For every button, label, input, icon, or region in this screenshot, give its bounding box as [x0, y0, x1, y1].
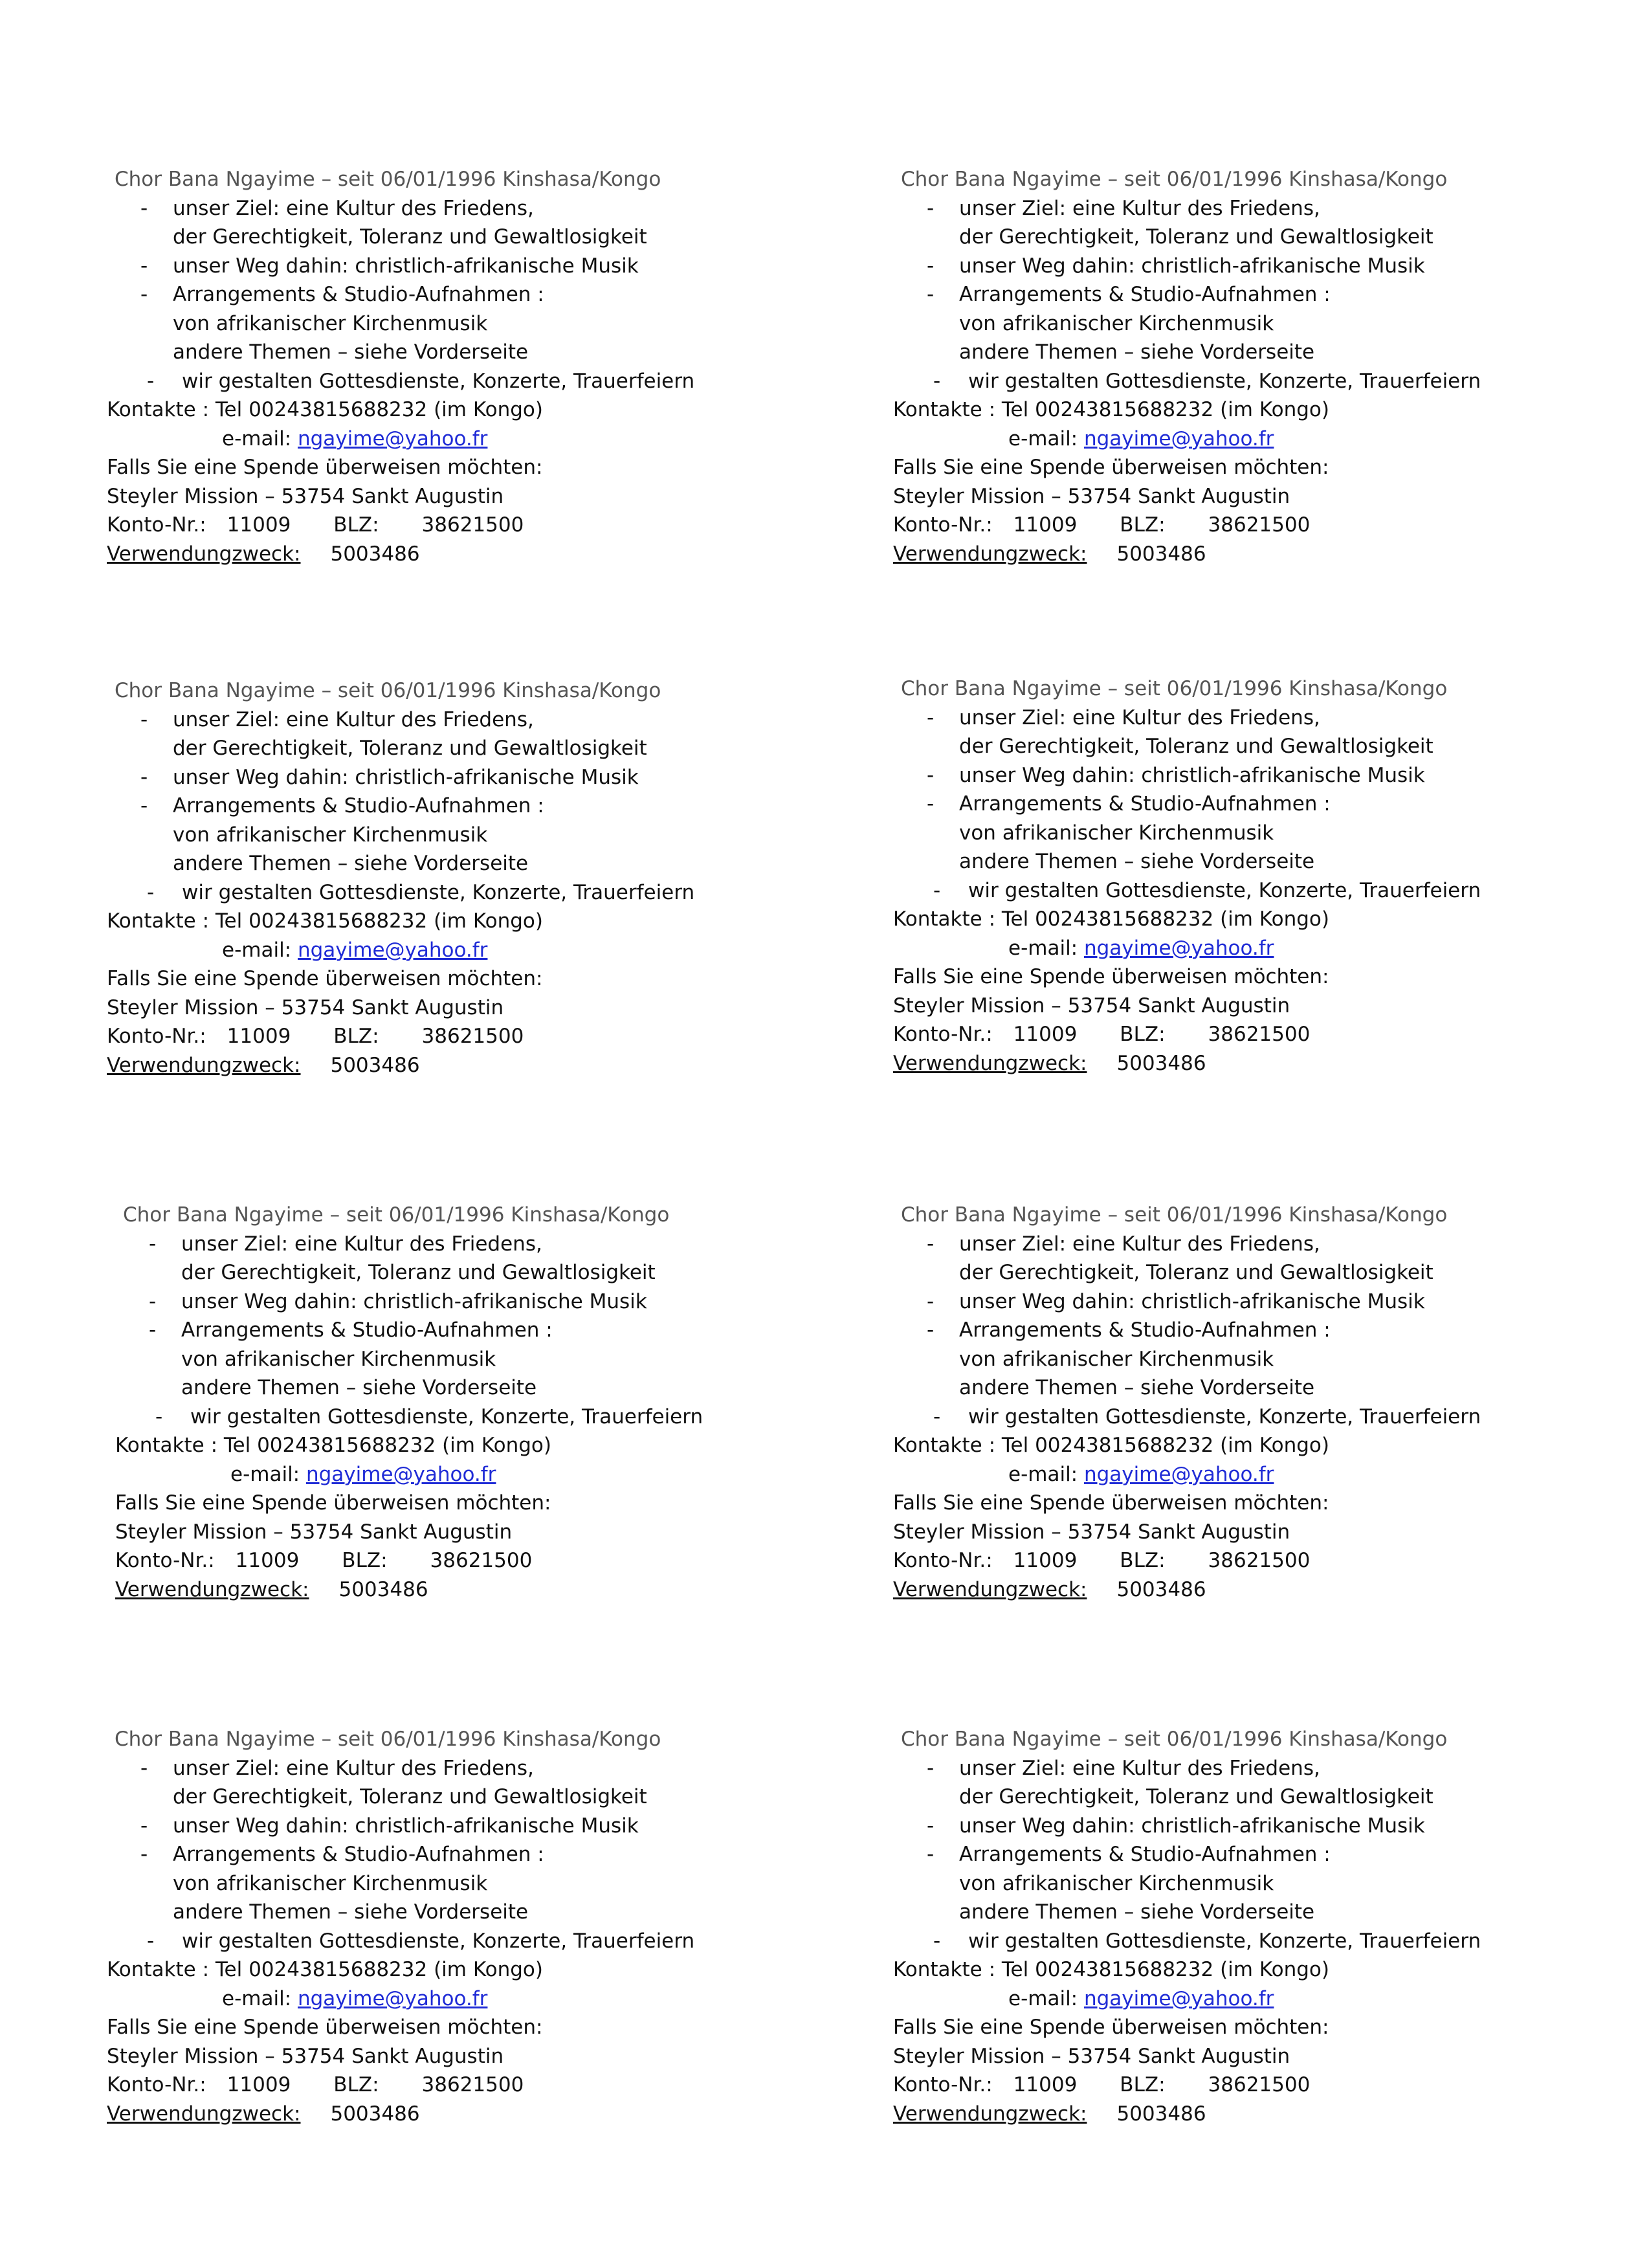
services-text: wir gestalten Gottesdienste, Konzerte, Trauerfeiern — [182, 880, 695, 904]
goal-text-1: unser Ziel: eine Kultur des Friedens, — [173, 1756, 534, 1780]
arrangements-text-3: andere Themen – siehe Vorderseite — [173, 852, 529, 875]
email-link[interactable]: ngayime@yahoo.fr — [1083, 936, 1274, 960]
email-link[interactable]: ngayime@yahoo.fr — [297, 938, 488, 962]
choir-title: Chor Bana Ngayime – seit 06/01/1996 Kinshasa/Kongo — [115, 679, 661, 702]
bullet-dash: - — [140, 196, 148, 220]
services-bullet — [893, 1403, 1540, 1432]
email-link[interactable]: ngayime@yahoo.fr — [297, 1986, 488, 2010]
bullet-dash: - — [927, 283, 935, 306]
blz-label: BLZ: — [1120, 513, 1166, 537]
arrangements-text-2: von afrikanischer Kirchenmusik — [959, 1347, 1274, 1371]
way-text: unser Weg dahin: christlich-afrikanische Musik — [959, 1814, 1425, 1838]
account-label: Konto-Nr.: — [107, 2073, 206, 2096]
blz-label: BLZ: — [1120, 1549, 1166, 1572]
goal-text-2: der Gerechtigkeit, Toleranz und Gewaltlosigkeit — [173, 225, 647, 249]
way-text: unser Weg dahin: christlich-afrikanische Musik — [959, 254, 1425, 278]
bullet-dash: - — [927, 254, 935, 278]
services-bullet — [893, 876, 1540, 906]
purpose-row — [893, 2100, 1540, 2129]
bullet-dash: - — [140, 283, 148, 306]
account-number: 11009 — [227, 513, 291, 537]
contact-phone: Kontakte : Tel 00243815688232 (im Kongo) — [107, 398, 543, 421]
arrangements-text-2: von afrikanischer Kirchenmusik — [173, 823, 488, 847]
account-row — [115, 1546, 762, 1575]
choir-title: Chor Bana Ngayime – seit 06/01/1996 Kinshasa/Kongo — [115, 168, 661, 191]
arrangements-text-3: andere Themen – siehe Vorderseite — [959, 1900, 1315, 1924]
account-row — [107, 511, 754, 540]
account-number: 11009 — [1013, 1023, 1078, 1046]
services-bullet — [115, 1403, 762, 1432]
choir-title: Chor Bana Ngayime – seit 06/01/1996 Kinshasa/Kongo — [115, 1728, 661, 1751]
donation-text: Falls Sie eine Spende überweisen möchten: — [893, 456, 1329, 479]
donation-text: Falls Sie eine Spende überweisen möchten: — [893, 1491, 1329, 1515]
contact-email-row — [893, 934, 1540, 963]
arrangements-text-2: von afrikanischer Kirchenmusik — [173, 1871, 488, 1895]
account-number: 11009 — [235, 1549, 300, 1572]
goal-text-2: der Gerechtigkeit, Toleranz und Gewaltlosigkeit — [181, 1261, 656, 1284]
bank-name: Steyler Mission – 53754 Sankt Augustin — [115, 1520, 513, 1544]
goal-text-1: unser Ziel: eine Kultur des Friedens, — [959, 706, 1320, 729]
arrangements-text-2: von afrikanischer Kirchenmusik — [959, 821, 1274, 845]
account-row — [893, 2071, 1540, 2100]
arrangements-text-2: von afrikanischer Kirchenmusik — [173, 311, 488, 335]
goal-text-1: unser Ziel: eine Kultur des Friedens, — [959, 1232, 1320, 1256]
account-number: 11009 — [1013, 1549, 1078, 1572]
arrangements-text-3: andere Themen – siehe Vorderseite — [959, 850, 1315, 873]
bullet-dash: - — [927, 1289, 935, 1313]
account-label: Konto-Nr.: — [115, 1549, 215, 1572]
contact-phone: Kontakte : Tel 00243815688232 (im Kongo) — [107, 909, 543, 933]
arrangements-text-1: Arrangements & Studio-Aufnahmen : — [173, 1843, 544, 1866]
goal-bullet — [115, 1230, 762, 1259]
arrangements-bullet — [107, 1840, 754, 1869]
email-label: e-mail: — [1008, 427, 1078, 450]
goal-text-2: der Gerechtigkeit, Toleranz und Gewaltlosigkeit — [173, 1785, 647, 1808]
goal-bullet — [107, 194, 754, 223]
bullet-dash: - — [933, 878, 941, 902]
arrangements-text-3: andere Themen – siehe Vorderseite — [959, 340, 1315, 364]
bullet-dash: - — [140, 1843, 148, 1866]
goal-text-1: unser Ziel: eine Kultur des Friedens, — [959, 196, 1320, 220]
email-label: e-mail: — [222, 427, 292, 450]
purpose-number: 5003486 — [1116, 1051, 1206, 1075]
blz-number: 38621500 — [421, 1025, 524, 1048]
way-text: unser Weg dahin: christlich-afrikanische Musik — [181, 1289, 647, 1313]
account-label: Konto-Nr.: — [893, 1549, 993, 1572]
contact-email-row — [107, 425, 754, 454]
purpose-label: Verwendungzweck: — [893, 2102, 1087, 2126]
bank-name: Steyler Mission – 53754 Sankt Augustin — [893, 484, 1290, 508]
services-text: wir gestalten Gottesdienste, Konzerte, Trauerfeiern — [968, 1405, 1481, 1429]
account-row — [107, 2071, 754, 2100]
contact-phone: Kontakte : Tel 00243815688232 (im Kongo) — [893, 1434, 1329, 1457]
goal-text-1: unser Ziel: eine Kultur des Friedens, — [959, 1756, 1320, 1780]
donation-text: Falls Sie eine Spende überweisen möchten: — [893, 965, 1329, 988]
donation-text: Falls Sie eine Spende überweisen möchten: — [115, 1491, 551, 1515]
account-row — [893, 511, 1540, 540]
donation-card-7 — [107, 1725, 754, 2128]
purpose-label: Verwendungzweck: — [107, 2102, 301, 2126]
way-text: unser Weg dahin: christlich-afrikanische Musik — [173, 1814, 639, 1838]
bullet-dash: - — [927, 1814, 935, 1838]
donation-text: Falls Sie eine Spende überweisen möchten: — [107, 456, 543, 479]
arrangements-bullet — [893, 1840, 1540, 1869]
donation-card-3 — [107, 676, 754, 1080]
choir-title: Chor Bana Ngayime – seit 06/01/1996 Kinshasa/Kongo — [901, 1203, 1448, 1227]
purpose-number: 5003486 — [1116, 2102, 1206, 2126]
way-text: unser Weg dahin: christlich-afrikanische Musik — [959, 763, 1425, 787]
email-label: e-mail: — [1008, 936, 1078, 960]
email-label: e-mail: — [222, 938, 292, 962]
email-link[interactable]: ngayime@yahoo.fr — [1083, 1986, 1274, 2010]
goal-text-2: der Gerechtigkeit, Toleranz und Gewaltlosigkeit — [959, 1785, 1433, 1808]
arrangements-text-1: Arrangements & Studio-Aufnahmen : — [173, 283, 544, 306]
services-text: wir gestalten Gottesdienste, Konzerte, Trauerfeiern — [182, 369, 695, 393]
way-bullet — [893, 252, 1540, 281]
way-bullet — [115, 1287, 762, 1317]
bullet-dash: - — [149, 1289, 157, 1313]
contact-phone: Kontakte : Tel 00243815688232 (im Kongo) — [893, 1958, 1329, 1981]
way-bullet — [107, 1812, 754, 1841]
donation-text: Falls Sie eine Spende überweisen möchten: — [107, 2016, 543, 2039]
purpose-number: 5003486 — [330, 2102, 420, 2126]
blz-number: 38621500 — [421, 2073, 524, 2096]
purpose-label: Verwendungzweck: — [107, 1053, 301, 1077]
contact-email-row — [893, 1460, 1540, 1489]
arrangements-text-2: von afrikanischer Kirchenmusik — [959, 311, 1274, 335]
donation-text: Falls Sie eine Spende überweisen möchten: — [107, 967, 543, 990]
blz-number: 38621500 — [1208, 1549, 1311, 1572]
bullet-dash: - — [927, 1843, 935, 1866]
goal-text-1: unser Ziel: eine Kultur des Friedens, — [173, 707, 534, 731]
contact-email-row — [115, 1460, 762, 1489]
blz-label: BLZ: — [342, 1549, 388, 1572]
purpose-row — [107, 540, 754, 569]
arrangements-bullet — [893, 1316, 1540, 1345]
donation-card-2 — [893, 165, 1540, 568]
way-bullet — [893, 1287, 1540, 1317]
purpose-number: 5003486 — [1116, 542, 1206, 566]
purpose-number: 5003486 — [1116, 1577, 1206, 1601]
contact-email-row — [893, 425, 1540, 454]
arrangements-text-1: Arrangements & Studio-Aufnahmen : — [181, 1318, 553, 1342]
goal-text-1: unser Ziel: eine Kultur des Friedens, — [173, 196, 534, 220]
blz-number: 38621500 — [1208, 513, 1311, 537]
bullet-dash: - — [147, 1929, 155, 1953]
bullet-dash: - — [147, 880, 155, 904]
goal-text-2: der Gerechtigkeit, Toleranz und Gewaltlosigkeit — [173, 737, 647, 760]
account-number: 11009 — [227, 1025, 291, 1048]
services-bullet — [107, 878, 754, 907]
bullet-dash: - — [155, 1405, 163, 1429]
bank-name: Steyler Mission – 53754 Sankt Augustin — [893, 2044, 1290, 2068]
services-text: wir gestalten Gottesdienste, Konzerte, Trauerfeiern — [182, 1929, 695, 1953]
services-text: wir gestalten Gottesdienste, Konzerte, Trauerfeiern — [968, 1929, 1481, 1953]
contact-email-row — [107, 1984, 754, 2014]
account-label: Konto-Nr.: — [107, 1025, 206, 1048]
way-text: unser Weg dahin: christlich-afrikanische Musik — [959, 1289, 1425, 1313]
services-text: wir gestalten Gottesdienste, Konzerte, Trauerfeiern — [190, 1405, 703, 1429]
account-number: 11009 — [1013, 513, 1078, 537]
arrangements-text-3: andere Themen – siehe Vorderseite — [173, 340, 529, 364]
choir-title: Chor Bana Ngayime – seit 06/01/1996 Kinshasa/Kongo — [901, 677, 1448, 700]
account-label: Konto-Nr.: — [893, 1023, 993, 1046]
services-text: wir gestalten Gottesdienste, Konzerte, Trauerfeiern — [968, 878, 1481, 902]
email-label: e-mail: — [1008, 1462, 1078, 1486]
way-text: unser Weg dahin: christlich-afrikanische Musik — [173, 254, 639, 278]
services-bullet — [893, 367, 1540, 396]
contact-phone: Kontakte : Tel 00243815688232 (im Kongo) — [115, 1434, 551, 1457]
services-text: wir gestalten Gottesdienste, Konzerte, Trauerfeiern — [968, 369, 1481, 393]
way-bullet — [893, 761, 1540, 790]
bullet-dash: - — [927, 1318, 935, 1342]
email-link[interactable]: ngayime@yahoo.fr — [297, 427, 488, 450]
arrangements-text-3: andere Themen – siehe Vorderseite — [959, 1376, 1315, 1399]
email-link[interactable]: ngayime@yahoo.fr — [1083, 1462, 1274, 1486]
purpose-row — [893, 1575, 1540, 1605]
goal-bullet — [893, 194, 1540, 223]
purpose-label: Verwendungzweck: — [893, 1051, 1087, 1075]
contact-phone: Kontakte : Tel 00243815688232 (im Kongo) — [107, 1958, 543, 1981]
choir-title: Chor Bana Ngayime – seit 06/01/1996 Kinshasa/Kongo — [123, 1203, 670, 1227]
arrangements-bullet — [115, 1316, 762, 1345]
contact-email-row — [107, 936, 754, 965]
bank-name: Steyler Mission – 53754 Sankt Augustin — [107, 995, 504, 1019]
account-number: 11009 — [1013, 2073, 1078, 2096]
bullet-dash: - — [927, 792, 935, 816]
goal-text-2: der Gerechtigkeit, Toleranz und Gewaltlosigkeit — [959, 735, 1433, 758]
purpose-number: 5003486 — [338, 1577, 428, 1601]
goal-bullet — [893, 1754, 1540, 1783]
arrangements-bullet — [893, 280, 1540, 309]
purpose-row — [893, 540, 1540, 569]
arrangements-text-1: Arrangements & Studio-Aufnahmen : — [959, 792, 1331, 816]
goal-bullet — [107, 706, 754, 735]
email-link[interactable]: ngayime@yahoo.fr — [305, 1462, 496, 1486]
bullet-dash: - — [933, 1405, 941, 1429]
account-row — [893, 1546, 1540, 1575]
way-bullet — [107, 763, 754, 792]
donation-text: Falls Sie eine Spende überweisen möchten: — [893, 2016, 1329, 2039]
bullet-dash: - — [140, 254, 148, 278]
choir-title: Chor Bana Ngayime – seit 06/01/1996 Kinshasa/Kongo — [901, 1728, 1448, 1751]
bullet-dash: - — [147, 369, 155, 393]
purpose-row — [107, 2100, 754, 2129]
way-bullet — [893, 1812, 1540, 1841]
way-text: unser Weg dahin: christlich-afrikanische Musik — [173, 765, 639, 789]
purpose-number: 5003486 — [330, 542, 420, 566]
arrangements-bullet — [107, 280, 754, 309]
arrangements-text-3: andere Themen – siehe Vorderseite — [173, 1900, 529, 1924]
account-label: Konto-Nr.: — [893, 513, 993, 537]
arrangements-text-3: andere Themen – siehe Vorderseite — [181, 1376, 537, 1399]
bullet-dash: - — [933, 369, 941, 393]
choir-title: Chor Bana Ngayime – seit 06/01/1996 Kinshasa/Kongo — [901, 168, 1448, 191]
account-label: Konto-Nr.: — [893, 2073, 993, 2096]
bullet-dash: - — [149, 1232, 157, 1256]
contact-email-row — [893, 1984, 1540, 2014]
blz-label: BLZ: — [1120, 2073, 1166, 2096]
email-label: e-mail: — [230, 1462, 300, 1486]
arrangements-text-2: von afrikanischer Kirchenmusik — [181, 1347, 496, 1371]
bullet-dash: - — [927, 1232, 935, 1256]
blz-label: BLZ: — [333, 2073, 379, 2096]
goal-text-2: der Gerechtigkeit, Toleranz und Gewaltlosigkeit — [959, 225, 1433, 249]
goal-bullet — [107, 1754, 754, 1783]
bank-name: Steyler Mission – 53754 Sankt Augustin — [893, 994, 1290, 1017]
blz-label: BLZ: — [333, 1025, 379, 1048]
bullet-dash: - — [927, 706, 935, 729]
bullet-dash: - — [927, 196, 935, 220]
account-row — [107, 1022, 754, 1051]
services-bullet — [107, 367, 754, 396]
purpose-number: 5003486 — [330, 1053, 420, 1077]
arrangements-text-1: Arrangements & Studio-Aufnahmen : — [959, 1318, 1331, 1342]
bullet-dash: - — [927, 1756, 935, 1780]
arrangements-bullet — [893, 790, 1540, 819]
bullet-dash: - — [149, 1318, 157, 1342]
bullet-dash: - — [927, 763, 935, 787]
arrangements-text-1: Arrangements & Studio-Aufnahmen : — [959, 283, 1331, 306]
arrangements-text-1: Arrangements & Studio-Aufnahmen : — [959, 1843, 1331, 1866]
donation-card-4 — [893, 674, 1540, 1078]
bullet-dash: - — [933, 1929, 941, 1953]
blz-label: BLZ: — [1120, 1023, 1166, 1046]
goal-bullet — [893, 1230, 1540, 1259]
email-label: e-mail: — [222, 1986, 292, 2010]
bullet-dash: - — [140, 765, 148, 789]
email-link[interactable]: ngayime@yahoo.fr — [1083, 427, 1274, 450]
donation-card-8 — [893, 1725, 1540, 2128]
bank-name: Steyler Mission – 53754 Sankt Augustin — [893, 1520, 1290, 1544]
arrangements-text-1: Arrangements & Studio-Aufnahmen : — [173, 794, 544, 817]
bullet-dash: - — [140, 1756, 148, 1780]
purpose-row — [107, 1051, 754, 1080]
purpose-row — [115, 1575, 762, 1605]
donation-card-1 — [107, 165, 754, 568]
arrangements-text-2: von afrikanischer Kirchenmusik — [959, 1871, 1274, 1895]
goal-bullet — [893, 704, 1540, 733]
contact-phone: Kontakte : Tel 00243815688232 (im Kongo) — [893, 398, 1329, 421]
services-bullet — [107, 1927, 754, 1956]
account-row — [893, 1020, 1540, 1049]
bullet-dash: - — [140, 1814, 148, 1838]
email-label: e-mail: — [1008, 1986, 1078, 2010]
goal-text-2: der Gerechtigkeit, Toleranz und Gewaltlosigkeit — [959, 1261, 1433, 1284]
bank-name: Steyler Mission – 53754 Sankt Augustin — [107, 484, 504, 508]
blz-number: 38621500 — [421, 513, 524, 537]
purpose-label: Verwendungzweck: — [107, 542, 301, 566]
donation-card-5 — [115, 1201, 762, 1604]
blz-number: 38621500 — [430, 1549, 533, 1572]
purpose-row — [893, 1049, 1540, 1078]
services-bullet — [893, 1927, 1540, 1956]
purpose-label: Verwendungzweck: — [893, 542, 1087, 566]
blz-number: 38621500 — [1208, 1023, 1311, 1046]
blz-number: 38621500 — [1208, 2073, 1311, 2096]
goal-text-1: unser Ziel: eine Kultur des Friedens, — [181, 1232, 542, 1256]
arrangements-bullet — [107, 792, 754, 821]
account-number: 11009 — [227, 2073, 291, 2096]
donation-card-6 — [893, 1201, 1540, 1604]
contact-phone: Kontakte : Tel 00243815688232 (im Kongo) — [893, 907, 1329, 931]
purpose-label: Verwendungzweck: — [893, 1577, 1087, 1601]
way-bullet — [107, 252, 754, 281]
bullet-dash: - — [140, 794, 148, 817]
purpose-label: Verwendungzweck: — [115, 1577, 309, 1601]
account-label: Konto-Nr.: — [107, 513, 206, 537]
blz-label: BLZ: — [333, 513, 379, 537]
bullet-dash: - — [140, 707, 148, 731]
bank-name: Steyler Mission – 53754 Sankt Augustin — [107, 2044, 504, 2068]
